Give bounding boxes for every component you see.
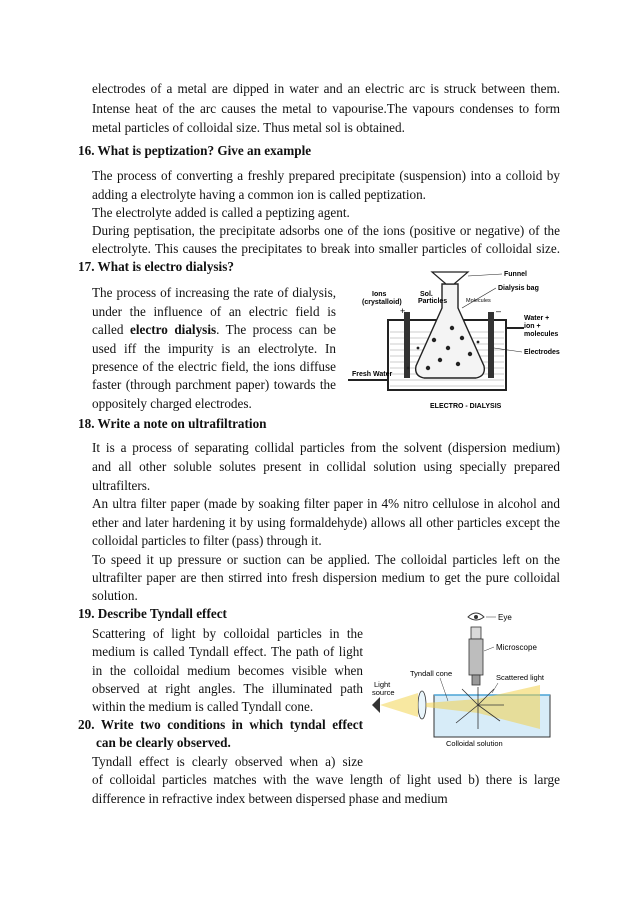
- q19-heading: 19. Describe Tyndall effect: [78, 606, 227, 621]
- label-ion-plus: ion +: [524, 323, 541, 330]
- q17-line-1: The process of increasing the rate of dialysis,: [92, 285, 336, 300]
- label-light: Light: [374, 680, 391, 689]
- label-source: source: [372, 688, 395, 697]
- q17-bold-term: electro dialysis: [130, 322, 217, 337]
- q17-line-5: presence of the electric field, the ions diffuse: [92, 359, 336, 374]
- figure-caption: ELECTRO - DIALYSIS: [430, 403, 502, 410]
- label-molecules-2: molecules: [524, 331, 559, 338]
- intro-line-3: metal particles of colloidal size. Thus metal sol is obtained.: [92, 120, 405, 135]
- tyndall-effect-figure: [370, 605, 566, 749]
- microscope-objective: [472, 675, 480, 685]
- q16-line-2: adding a electrolyte having a common ion is called peptization.: [92, 187, 426, 202]
- label-colloidal-solution: Colloidal solution: [446, 739, 503, 748]
- label-electrodes: Electrodes: [524, 349, 560, 356]
- label-molecules: Molecules: [466, 298, 491, 304]
- lens: [418, 691, 426, 719]
- label-particles: Particles: [418, 298, 448, 305]
- funnel: [432, 272, 468, 284]
- q20-line-3: difference in refractive index between dispersed phase and medium: [92, 791, 448, 806]
- q18-line-8: ultrafilter paper are then stirred into fresh dispersion medium to get the pure colloidal: [92, 570, 560, 585]
- label-fresh-water: Fresh Water: [352, 371, 393, 378]
- label-crystalloid: (crystalloid): [362, 299, 402, 306]
- q19-line-4: observed at right angles. The illuminated path: [92, 681, 363, 696]
- q19-line-5: within the medium is called Tyndall cone.: [92, 699, 314, 714]
- label-eye: Eye: [498, 613, 512, 622]
- q18-line-5: ether and later hardening it by using formaldehyde) allows all other particles except the: [92, 515, 560, 530]
- q17-line-7: oppositely charged electrodes.: [92, 396, 252, 411]
- q17-line-2: under the influence of an electric field is: [92, 304, 336, 319]
- q17-line-6: faster (through parchment paper) towards the: [92, 377, 336, 392]
- q18-line-7: To speed it up pressure or suction can be applied. The colloidal particles left on the: [92, 552, 560, 567]
- electro-dialysis-figure: [348, 268, 570, 414]
- intro-line-1: electrodes of a metal are dipped in water and an electric arc is struck between them.: [92, 81, 560, 96]
- intro-line-2: Intense heat of the arc causes the metal to vapourise.The vapours condenses to form: [92, 101, 560, 116]
- q17-line-3: called electro dialysis. The process can be: [92, 322, 336, 337]
- label-water: Water +: [524, 315, 550, 322]
- q18-heading: 18. Write a note on ultrafiltration: [78, 416, 267, 431]
- q18-line-9: solution.: [92, 588, 138, 603]
- q16-line-5: electrolyte. This causes the precipitates to break into smaller particles of colloidal size.: [92, 241, 560, 256]
- label-microscope: Microscope: [496, 643, 537, 652]
- q18-line-6: colloidal particles to filter (pass) through it.: [92, 533, 322, 548]
- q16-line-4: During peptisation, the precipitate adsorbs one of the ions (positive or negative) of the: [92, 223, 560, 238]
- microscope-eyepiece: [471, 627, 481, 639]
- light-source-icon: [372, 697, 380, 713]
- q16-line-1: The process of converting a freshly prepared precipitate (suspension) into a colloid by: [92, 168, 560, 183]
- label-scattered-light: Scattered light: [496, 673, 544, 682]
- q19-line-1: Scattering of light by colloidal particles in the: [92, 626, 363, 641]
- q16-heading: 16. What is peptization? Give an example: [78, 143, 312, 158]
- q18-line-2: and all other soluble solutes present in collidal solution using specially prepared: [92, 459, 560, 474]
- q16-line-3: The electrolyte added is called a peptizing agent.: [92, 205, 350, 220]
- q18-line-3: ultrafilters.: [92, 478, 151, 493]
- q20-heading-line-1: 20. Write two conditions in which tyndal effect: [78, 717, 363, 732]
- q19-line-3: in the colloidal medium becomes visible when: [92, 663, 363, 678]
- label-dialysis-bag: Dialysis bag: [498, 285, 539, 292]
- right-electrode: [488, 312, 494, 378]
- q20-line-2: of colloidal particles matches with the wave length of light used b) there is large: [92, 772, 560, 787]
- q17-line-4: used iff the impurity is an electrolyte. In: [92, 341, 336, 356]
- q20-line-1: Tyndall effect is clearly observed when a) size: [92, 754, 363, 769]
- label-funnel: Funnel: [504, 271, 527, 278]
- plus-sign: +: [400, 306, 406, 316]
- minus-sign: –: [496, 306, 502, 316]
- q20-heading-line-2: can be clearly observed.: [96, 735, 231, 750]
- q19-line-2: medium is called Tyndall effect. The path of light: [92, 644, 363, 659]
- q18-line-4: An ultra filter paper (made by soaking filter paper in 4% nitro cellulose in alcohol and: [92, 496, 560, 511]
- label-ions: Ions: [372, 291, 387, 298]
- microscope-tube: [469, 639, 483, 675]
- q17-heading: 17. What is electro dialysis?: [78, 259, 234, 274]
- q18-line-1: It is a process of separating collidal particles from the solvent (dispersion medium): [92, 440, 560, 455]
- label-tyndall-cone: Tyndall cone: [410, 669, 453, 678]
- label-sol: Sol.: [420, 291, 433, 298]
